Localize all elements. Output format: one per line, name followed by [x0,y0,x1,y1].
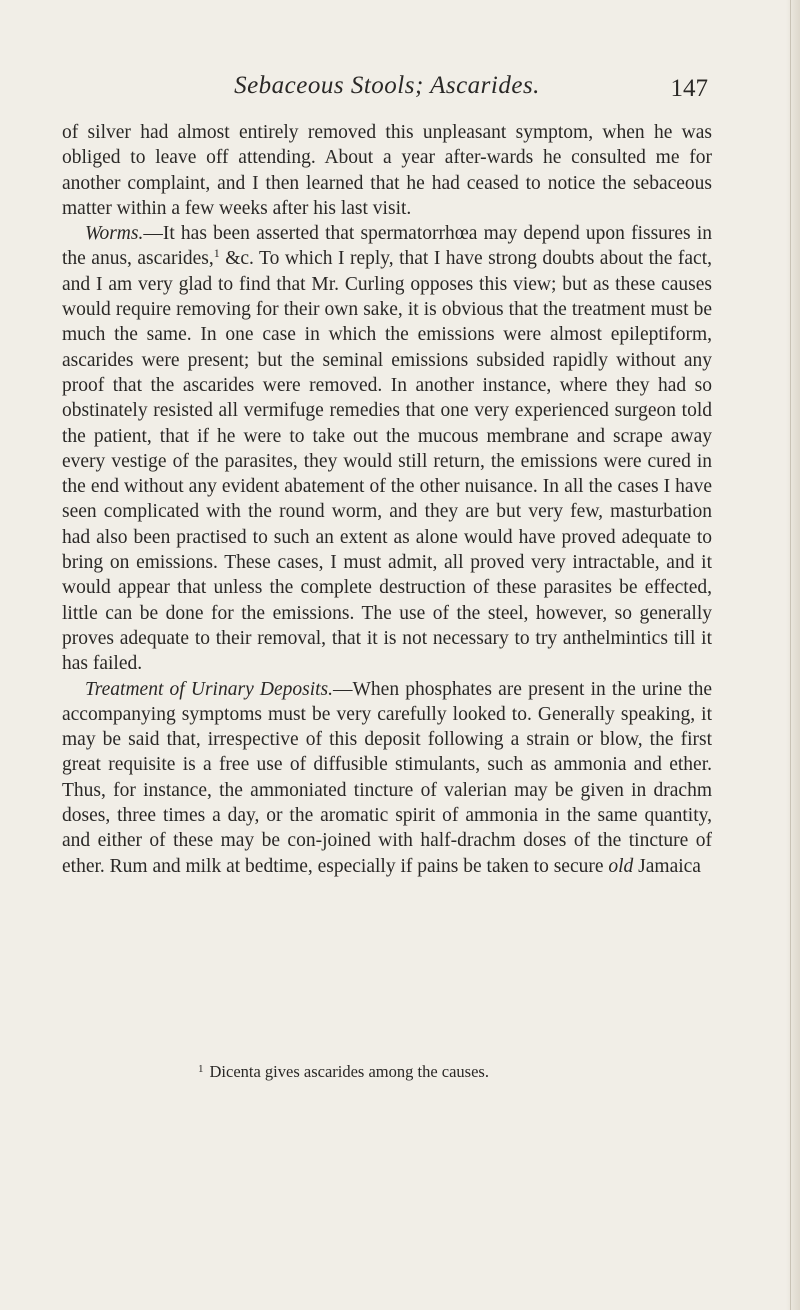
paragraph-text: &c. To which I reply, that I have strong doubts about the fact, and I am very glad to find that Mr. Curling opposes this view; but as these causes would require removing for their own sake, it is obvious that the treatment must be much the same. In one case in which the emissions were almost epileptiform, ascarides were present; but the seminal emissions subsided rapidly without any proof that the ascarides were removed. In another instance, where they had so obstinately resisted all vermifuge remedies that one very experienced surgeon told the patient, that if he were to take out the mucous membrane and scrape away every vestige of the parasites, they would still return, the emissions were cured in the end without any evident abatement of the other nuisance. In all the cases I have seen complicated with the round worm, and they are but very few, masturbation had also been practised to such an extent as alone would have proved adequate to bring on emissions. These cases, I must admit, all proved very intractable, and it would appear that unless the complete destruction of these parasites be effected, little can be done for the emissions. The use of the steel, however, so generally proves adequate to their removal, that it is not necessary to try anthelmintics till it has failed. [62,248,713,675]
paragraph-worms [62,221,712,676]
paragraph-text: —When phosphates are present in the urine the accompanying symptoms must be very carefully looked to. Generally speaking, it may be said that, irrespective of this deposit following a strain or blow, the first great requisite is a free use of diffusible stimulants, such as ammonia and ether. Thus, for instance, the ammoniated tincture of valerian may be given in drachm doses, three times a day, or the aromatic spirit of ammonia in the same quantity, and either of these may be con-joined with half-drachm doses of the tincture of ether. Rum and milk at bedtime, especially if pains be taken to secure [62,678,712,877]
running-head: Sebaceous Stools; Ascarides. [234,72,540,99]
section-heading-worms: Worms. [85,223,144,245]
page-edge-line [790,0,791,1310]
body-text [62,120,712,879]
paragraph-sebaceous [62,120,712,221]
footnote [198,1062,698,1082]
page-edge [786,0,800,1310]
paragraph-urinary-deposits [62,677,712,879]
emphasis-old: old [608,855,634,877]
footnote-text: Dicenta gives ascarides among the causes. [209,1062,489,1081]
paragraph-text: of silver had almost entirely removed this unpleasant symptom, when he was obliged to leave off attending. About a year after-wards he consulted me for another complaint, and I then learned that he had ceased to notice the sebaceous matter within a few weeks after his last visit. [62,122,712,219]
footnote-marker: 1 [198,1063,204,1075]
paragraph-text: —It has been asserted that spermatorrhœa may depend upon fissures in the anus, ascarides, [62,223,712,270]
section-heading-urinary-deposits: Treatment of Urinary Deposits. [85,678,334,700]
paragraph-text: Jamaica [633,855,701,877]
page-header [62,72,712,108]
footnote-reference: 1 [213,246,220,261]
page-number: 147 [670,75,708,102]
